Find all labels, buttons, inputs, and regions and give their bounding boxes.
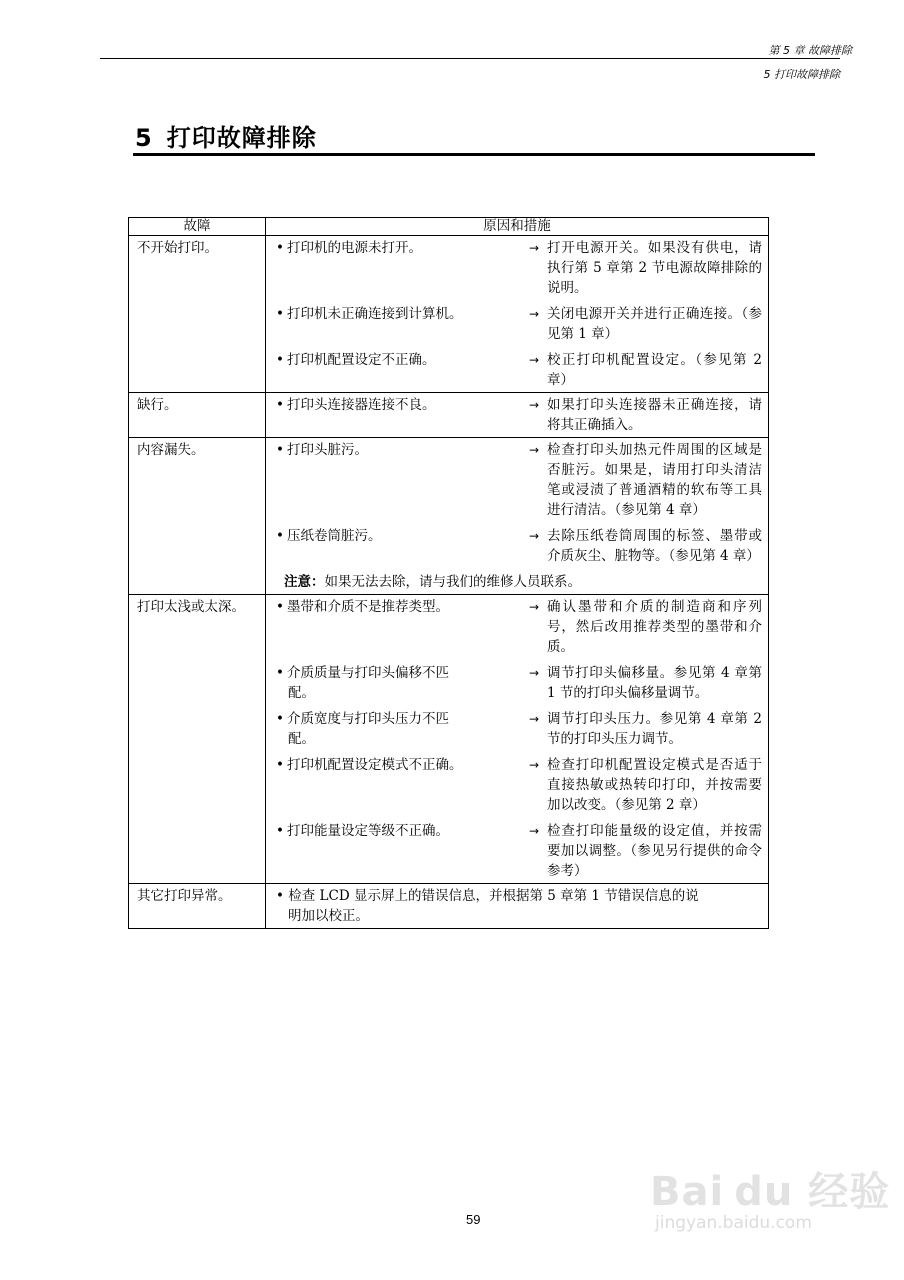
bullet: • [276,397,284,413]
list-item [274,440,762,520]
cause-text: 打印机配置设定不正确。 [286,352,436,368]
cause-text: 墨带和介质不是推荐类型。 [286,599,449,615]
bullet: • [276,306,284,322]
page-title [135,118,317,153]
arrow-icon: → [528,600,540,614]
list-item [274,304,762,344]
full-text: 检查 LCD 显示屏上的错误信息，并根据第 5 章第 1 节错误信息的说 [288,888,699,904]
bullet: • [276,528,284,544]
fault-cell: 不开始打印。 [129,236,266,393]
remedy-text: 调节打印头压力。参见第 4 章第 2 节的打印头压力调节。 [547,711,762,747]
bullet: • [276,757,284,773]
arrow-icon: → [528,241,540,255]
cause [274,821,521,881]
running-header-section: 5 打印故障排除 [763,68,840,81]
arrow-icon: → [528,666,540,680]
remedy-text: 检查打印机配置设定模式是否适于直接热敏或热转印打印，并按需要加以改变。（参见第 2 章） [547,757,762,813]
list-item [274,526,762,566]
remedy-text: 确认墨带和介质的制造商和序列号，然后改用推荐类型的墨带和介质。 [547,599,762,655]
list-item [274,395,762,435]
title-text: 打印故障排除 [166,124,317,152]
watermark-url: jingyan.baidu.com [655,1213,812,1233]
fault-cell: 缺行。 [129,393,266,438]
bullet: • [276,711,284,727]
cause [274,526,521,566]
bullet: • [276,442,284,458]
remedy-text: 检查打印能量级的设定值，并按需要加以调整。（参见另行提供的命令参考） [547,823,762,879]
cause-text: 介质宽度与打印头压力不匹 [286,711,449,727]
bullet: • [276,352,284,368]
cause-text: 打印能量设定等级不正确。 [286,823,449,839]
cause [274,597,521,657]
header-fault: 故障 [129,218,266,236]
arrow-icon: → [528,824,540,838]
arrow-icon: → [528,398,540,412]
cause-text: 打印机未正确连接到计算机。 [286,306,463,322]
full-text-cont: 明加以校正。 [288,908,369,924]
list-item [274,821,762,881]
table-row [129,438,769,595]
cause-text-cont: 配。 [288,685,315,701]
arrow-icon: → [528,353,540,367]
list-item [274,663,762,703]
table-row [129,236,769,393]
cause-remedy-cell [266,393,769,438]
cause [274,755,521,815]
arrow-icon: → [528,712,540,726]
cause-text: 打印头连接器连接不良。 [286,397,436,413]
table-row [129,595,769,884]
cause-text: 压纸卷筒脏污。 [286,528,382,544]
arrow-icon: → [528,307,540,321]
bullet: • [276,888,284,904]
arrow-icon: → [528,443,540,457]
cause-remedy-cell [266,438,769,595]
remedy-text: 调节打印头偏移量。参见第 4 章第 1 节的打印头偏移量调节。 [547,665,762,701]
fault-cell: 打印太浅或太深。 [129,595,266,884]
table-row [129,393,769,438]
list-item [274,238,762,298]
troubleshooting-table [128,217,769,929]
arrow-icon: → [528,758,540,772]
title-rule [133,153,815,156]
table-header-row [129,218,769,236]
bullet: • [276,599,284,615]
cause [274,238,521,298]
remedy-text: 检查打印头加热元件周围的区域是否脏污。如果是，请用打印头清洁笔或浸渍了普通酒精的软布等工具进行清洁。（参见第 4 章） [547,442,762,518]
fault-cell: 内容漏失。 [129,438,266,595]
table-row [129,884,769,929]
page-number: 59 [466,1212,481,1227]
cause-remedy-cell [266,884,769,929]
list-item [274,350,762,390]
title-number: 5 [135,124,153,152]
fault-cell: 其它打印异常。 [129,884,266,929]
bullet: • [276,823,284,839]
remedy-text: 打开电源开关。如果没有供电，请执行第 5 章第 2 节电源故障排除的说明。 [547,240,762,296]
cause-text: 打印机的电源未打开。 [286,240,422,256]
bullet: • [276,665,284,681]
bullet: • [276,240,284,256]
cause-remedy-cell [266,595,769,884]
remedy-text: 去除压纸卷筒周围的标签、墨带或介质灰尘、脏物等。（参见第 4 章） [547,528,762,564]
header-rule [100,58,840,59]
remedy-text: 校正打印机配置设定。（参见第 2 章） [547,352,762,388]
cause-text: 打印机配置设定模式不正确。 [286,757,463,773]
note-text: 如果无法去除，请与我们的维修人员联系。 [324,574,581,590]
cause-text-cont: 配。 [288,731,315,747]
cause [274,350,521,390]
cause [274,440,521,520]
arrow-icon: → [528,529,540,543]
header-cause-remedy: 原因和措施 [266,218,769,236]
watermark-logo: Bai du 经验 [650,1169,891,1215]
list-item [274,755,762,815]
cause [274,663,521,703]
cause [274,709,521,749]
list-item [274,597,762,657]
remedy-text: 如果打印头连接器未正确连接，请将其正确插入。 [547,397,762,433]
remedy-text: 关闭电源开关并进行正确连接。（参见第 1 章） [547,306,762,342]
cause-text: 介质质量与打印头偏移不匹 [286,665,449,681]
list-item [274,886,762,926]
running-header-chapter: 第 5 章 故障排除 [768,44,852,57]
note-label: 注意： [284,574,325,590]
cause [274,304,521,344]
cause-text: 打印头脏污。 [286,442,368,458]
list-item [274,709,762,749]
note [274,572,762,592]
cause-remedy-cell [266,236,769,393]
cause [274,395,521,435]
